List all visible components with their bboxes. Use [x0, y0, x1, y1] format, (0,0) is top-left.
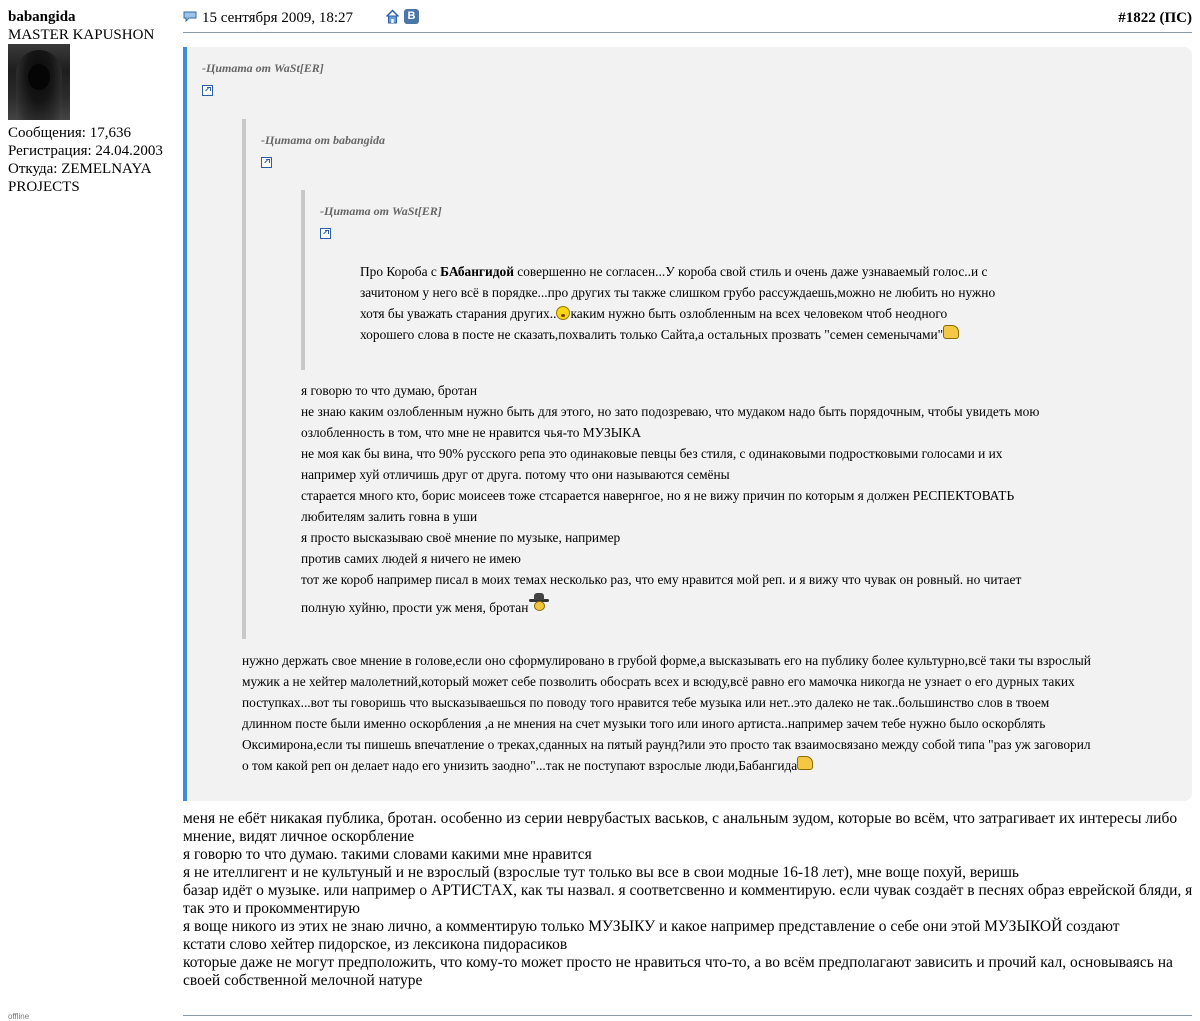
avatar[interactable] [8, 44, 70, 120]
thumbs-down-smiley-icon [943, 325, 959, 339]
quote-line [360, 303, 1030, 324]
quote-middle-cite: -Цитата от babangida [261, 133, 386, 147]
surprised-smiley-icon [556, 306, 570, 320]
quote-line: я говорю то что думаю, бротан [301, 383, 478, 398]
post-body-line: я воще никого из этих не знаю лично, а комментирую только МУЗЫКУ и какое например представление о себе они этой МУЗЫКОЙ создают [183, 918, 1120, 935]
quote-inner-text [360, 261, 1030, 345]
quote-inner-cite: -Цитата от WaSt[ER] [320, 204, 442, 218]
quote-line: например хуй отличишь друг от друга. потому что они называются семёны [301, 467, 730, 482]
post-body-line: я не ителлигент и не культуный и не взрослый (взрослые тут только вы все в свои модные 16-18 лет), мне воще похуй, веришь [183, 864, 1019, 881]
quote-text-fragment: каким нужно быть озлобленным на всех человеком чтоб неодного [570, 306, 948, 321]
quote-line: любителям залить говна в уши [301, 509, 478, 524]
quote-line: не знаю каким озлобленным нужно быть для этого, но зато подозреваю, что мудаком надо быть порядочным, чтобы увидеть мою [301, 404, 1040, 419]
post-number-suffix: (ПС) [1155, 10, 1192, 26]
post-separator [183, 1015, 1192, 1016]
quote-line: старается много кто, борис моисеев тоже стсарается навернгое, но я не вижу причин по которым я должен РЕСПЕКТОВАТЬ [301, 488, 1015, 503]
view-post-icon[interactable] [202, 85, 213, 96]
quote-line: не моя как бы вина, что 90% русского репа это одинаковые певцы без стиля, с одинаковыми подростковыми голосами и их [301, 446, 1003, 461]
quote-text-fragment: хорошего слова в посте не сказать,похвалить только Сайта,а остальных прозвать "семен семенычами" [360, 327, 944, 342]
quote-line: озлобленность в том, что мне не нравится чья-то МУЗЫКА [301, 425, 642, 440]
home-icon[interactable] [385, 9, 400, 24]
quote-text-fragment: хотя бы уважать старания других.. [360, 306, 557, 321]
user-location-line2: PROJECTS [8, 179, 80, 195]
post-header [183, 8, 1192, 33]
post-body [183, 810, 1193, 990]
quote-line: тот же короб например писал в моих темах несколько раз, что ему нравится мой реп. и я вижу что чувак он ровный. но читает [301, 572, 1022, 587]
user-title: MASTER KAPUSHON [8, 27, 155, 43]
gangster-hat-smiley-icon [528, 592, 550, 612]
quote-text-fragment: полную хуйню, прости уж меня, бротан [301, 600, 529, 615]
quote-outer-cite: -Цитата от WaSt[ER] [202, 61, 324, 75]
speech-bubble-icon [183, 11, 197, 22]
post-number [1118, 10, 1192, 27]
thumbs-down-smiley-icon [797, 756, 813, 770]
post-body-line: кстати слово хейтер пидорское, из лексикона пидорасиков [183, 936, 568, 953]
quote-line: против самих людей я ничего не имею [301, 551, 521, 566]
quote-line [242, 755, 1132, 776]
avatar-face-shape [28, 64, 50, 90]
quote-line [360, 324, 1030, 345]
quote-line: я просто высказываю своё мнение по музыке, например [301, 530, 621, 545]
user-info [8, 8, 178, 196]
user-location-line1: Откуда: ZEMELNAYA [8, 161, 152, 177]
post-body-line: меня не ебёт никакая публика, бротан. особенно из серии неврубастых васьков, с анальным зудом, которые во всём, что затрагивает их интересы либо мнение, видят личное оскорбление [183, 810, 1178, 845]
quote-bold-name: БАбангидой [440, 264, 514, 279]
quote-text-fragment: Про Короба с [360, 264, 441, 279]
post-body-line: базар идёт о музыке. или например о АРТИСТАХ, как ты назвал. я соответсвенно и комментирую. если чувак создаёт в песнях образ еврейской бляди, я так это и прокомментирую [183, 882, 1193, 917]
quote-line [360, 261, 1030, 282]
quote-text-fragment: о том какой реп он делает надо его унизить заодно"...так не поступают взрослые люди,Бабангида [242, 758, 798, 773]
user-posts-count: Сообщения: 17,636 [8, 125, 131, 141]
user-registration-date: Регистрация: 24.04.2003 [8, 143, 163, 159]
view-post-icon[interactable] [261, 157, 272, 168]
quote-middle-text [301, 380, 1101, 618]
post-date: 15 сентября 2009, 18:27 [202, 10, 353, 26]
quote-text-fragment: совершенно не согласен...У короба свой стиль и очень даже узнаваемый голос..и с [513, 264, 988, 279]
quote-line: поступках...вот ты говоришь что высказываешься по поводу того нравится тебе музыка или нет..это далеко не так..большинство слов в твоем [242, 695, 1050, 710]
vk-icon[interactable]: В [404, 9, 419, 24]
quote-line: нужно держать свое мнение в голове,если оно сформулировано в грубой форме,а высказывать его на публику более культурно,всё таки ты взрослый [242, 653, 1091, 668]
post-body-line: которые даже не могут предположить, что кому-то может просто не нравиться что-то, а во всём предполагают зависить и прочий кал, основываясь на своей собственной мелочной натуре [183, 954, 1173, 989]
quote-line: мужик а не хейтер малолетний,который может себе позволить обосрать всех и всюду,всё равно его мамочка никогда не узнает о его дурных таких [242, 674, 1075, 689]
view-post-icon[interactable] [320, 228, 331, 239]
quote-line: длинном посте были именно оскорбления ,а не мнения на счет музыки того или иного артиста..например зачем тебе нужно было оскорблять [242, 716, 1046, 731]
quote-line: зачитоном у него всё в порядке...про других ты также слишком грубо рассуждаешь,можно не любить но нужно [360, 285, 996, 300]
quote-outer-text [242, 650, 1132, 776]
quote-line: Оксимирона,если ты пишешь впечатление о треках,сданных на пятый раунд?или это просто так взаимосвязано между собой типа "раз уж заговорил [242, 737, 1091, 752]
quote-line [301, 592, 1101, 618]
post-body-line: я говорю то что думаю. такими словами какими мне нравится [183, 846, 592, 863]
post-number-link[interactable]: #1822 [1118, 10, 1156, 26]
online-status: offline [8, 1012, 30, 1021]
username-link[interactable]: babangida [8, 9, 76, 25]
